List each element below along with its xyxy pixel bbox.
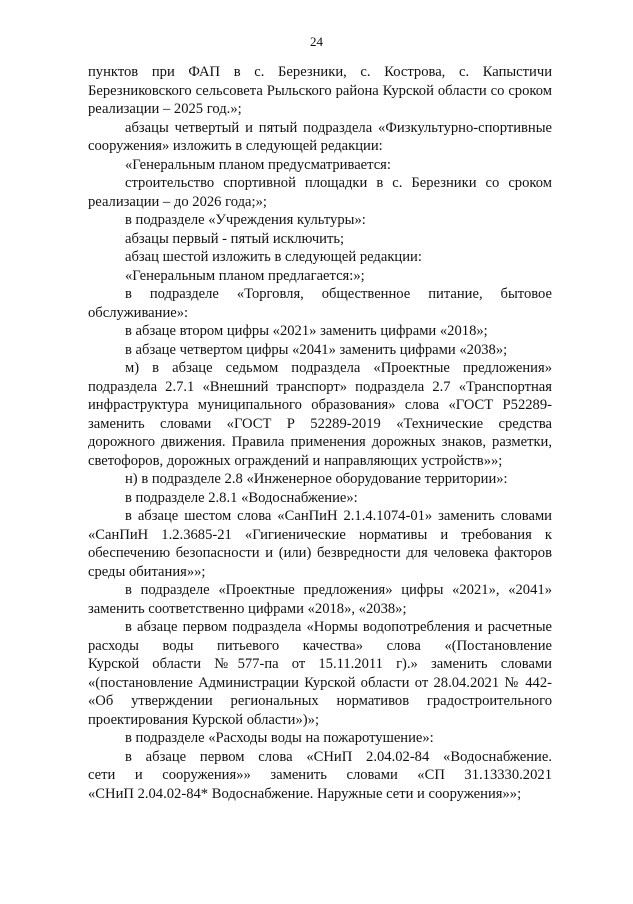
text-line: в подразделе «Расходы воды на пожаротушение»:: [125, 730, 434, 746]
text-line: среды обитания»»;: [88, 563, 206, 580]
text-line: реализации – 2025 год.»;: [88, 101, 242, 117]
page-number: 24: [310, 34, 323, 49]
text-line: в абзаце первом подраздела «Нормы водопотребления и расчетные: [125, 619, 552, 635]
text-line: в абзаце шестом слова «СанПиН 2.1.4.1074-01» заменить словами: [125, 508, 552, 524]
text-line: Березниковского сельсовета Рыльского района Курской области со сроком: [88, 82, 552, 99]
text-line: строительство спортивной площадки в с. Березники со сроком: [125, 175, 552, 191]
text-line: абзац шестой изложить в следующей редакции:: [125, 249, 422, 265]
text-line: «СанПиН 1.2.3685-21 «Гигиенические нормативы и требования к: [88, 526, 552, 543]
text-line: реализации – до 2026 года;»;: [88, 193, 267, 210]
text-line: сооружения» изложить в следующей редакции:: [88, 138, 383, 154]
text-line: проектирования Курской области»)»;: [88, 711, 319, 728]
text-line: в подразделе «Проектные предложения» цифры «2021», «2041»: [125, 582, 552, 598]
text-line: в подразделе 2.8.1 «Водоснабжение»:: [125, 489, 358, 506]
text-line: «Генеральным планом предлагается:»;: [125, 267, 365, 284]
text-line: абзацы четвертый и пятый подраздела «Физкультурно-спортивные: [125, 119, 552, 136]
text-line: «Об утверждении региональных нормативов градостроительного: [88, 693, 552, 709]
text-line: в подразделе «Учреждения культуры»:: [125, 212, 366, 228]
text-line: «(постановление Администрации Курской области от 28.04.2021 № 442-: [88, 674, 552, 691]
text-line: в абзаце первом слова «СНиП 2.04.02-84 «Водоснабжение.: [125, 748, 552, 765]
text-line: «СНиП 2.04.02-84* Водоснабжение. Наружные сети и сооружения»»;: [88, 785, 522, 802]
text-line: светофоров, дорожных ограждений и направляющих устройств»»;: [88, 452, 503, 469]
text-line: расходы воды питьевого качества» слова «(Постановление: [88, 637, 552, 654]
text-line: инфраструктура муниципального образования» слова «ГОСТ Р52289-: [88, 397, 552, 413]
text-line: «Генеральным планом предусматривается:: [125, 156, 391, 173]
text-line: н) в подразделе 2.8 «Инженерное оборудование территории»:: [125, 471, 508, 487]
text-line: м) в абзаце седьмом подраздела «Проектные предложения»: [125, 360, 552, 376]
text-line: пунктов при ФАП в с. Березники, с. Кострова, с. Капыстичи: [88, 64, 552, 80]
text-line: заменить словами «ГОСТ Р 52289-2019 «Технические средства: [88, 415, 552, 432]
text-line: Курской области №577-па от 15.11.2011 г).» заменить словами: [88, 656, 552, 672]
text-line: обеспечению безопасности и (или) безвредности для человека факторов: [88, 545, 552, 561]
text-line: обслуживание»:: [88, 304, 189, 321]
document-body: [88, 63, 552, 803]
text-line: дорожного движения. Правила применения дорожных знаков, разметки,: [88, 434, 552, 450]
text-line: подраздела 2.7.1 «Внешний транспорт» подраздела 2.7 «Транспортная: [88, 378, 552, 395]
text-line: в абзаце втором цифры «2021» заменить цифрами «2018»;: [125, 323, 488, 339]
text-line: абзацы первый - пятый исключить;: [125, 230, 345, 247]
text-line: в подразделе «Торговля, общественное питание, бытовое: [125, 286, 552, 302]
text-line: сети и сооружения»» заменить словами «СП 31.13330.2021: [88, 767, 552, 783]
text-line: в абзаце четвертом цифры «2041» заменить цифрами «2038»;: [125, 341, 508, 358]
text-line: заменить соответственно цифрами «2018», «2038»;: [88, 600, 407, 617]
